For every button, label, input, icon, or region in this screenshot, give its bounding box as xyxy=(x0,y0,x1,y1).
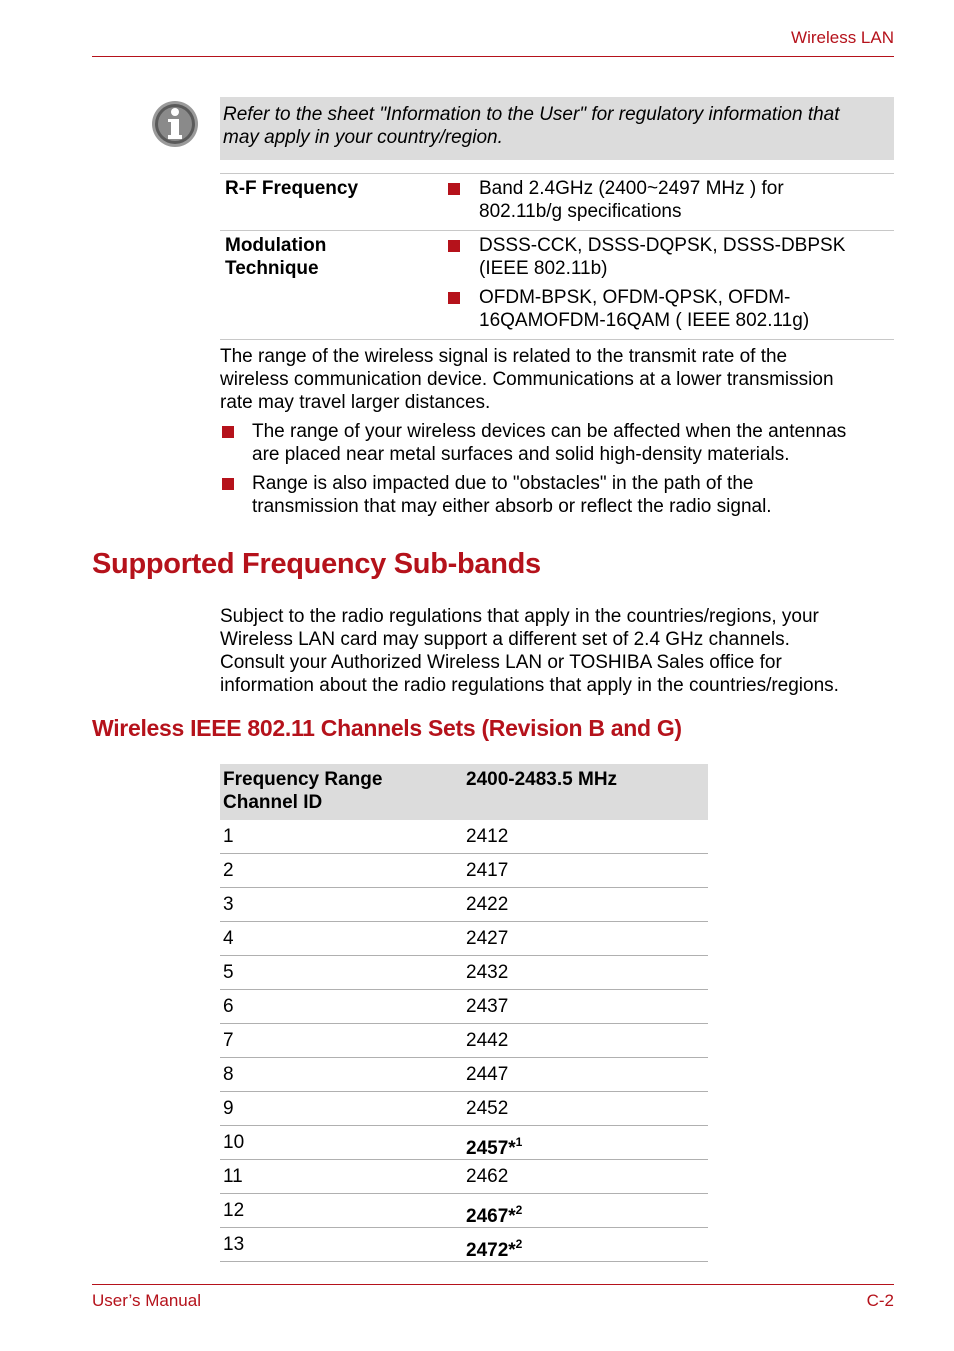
channel-id-cell: 2 xyxy=(223,860,234,881)
table-row xyxy=(220,922,708,956)
channel-id-cell: 7 xyxy=(223,1030,234,1051)
table-row xyxy=(220,1194,708,1228)
channel-id-cell: 12 xyxy=(223,1200,245,1221)
footer-manual-title: User’s Manual xyxy=(92,1291,201,1310)
frequency-cell: 2412 xyxy=(466,826,509,847)
table-row xyxy=(220,956,708,990)
footnote-marker: 2 xyxy=(515,1203,523,1217)
channels-table xyxy=(220,764,708,1262)
info-icon xyxy=(150,98,200,150)
header-channel-id: Frequency Range Channel ID xyxy=(223,769,383,813)
table-row xyxy=(220,1058,708,1092)
table-row xyxy=(220,820,708,854)
frequency-cell: 2417 xyxy=(466,860,509,881)
header-rule xyxy=(92,56,894,57)
footer-rule xyxy=(92,1284,894,1285)
bullet-icon xyxy=(448,292,460,304)
table-row xyxy=(220,1024,708,1058)
modulation-value-2: OFDM-BPSK, OFDM-QPSK, OFDM- 16QAMOFDM-16QAM ( IEEE 802.11g) xyxy=(479,287,810,331)
section-paragraph: Subject to the radio regulations that apply in the countries/regions, your Wireless LAN card may support a different set of 2.4 GHz channels. Consult your Authorized Wireless LAN or TOSHIBA Sales office for information about the radio regulations that apply in the countries/regions. xyxy=(220,606,839,696)
subsection-heading: Wireless IEEE 802.11 Channels Sets (Revision B and G) xyxy=(92,715,682,741)
channel-id-cell: 6 xyxy=(223,996,234,1017)
range-bullet-2: Range is also impacted due to "obstacles" in the path of the transmission that may either absorb or reflect the radio signal. xyxy=(252,473,772,517)
rf-frequency-value: Band 2.4GHz (2400~2497 MHz ) for 802.11b/g specifications xyxy=(479,178,784,222)
running-header: Wireless LAN xyxy=(791,28,894,47)
table-row xyxy=(220,888,708,922)
frequency-cell: 2447 xyxy=(466,1064,509,1085)
footer-page-number: C-2 xyxy=(866,1291,894,1310)
frequency-cell: 2432 xyxy=(466,962,509,983)
frequency-cell: 2472*$^2$ xyxy=(466,1237,523,1261)
spec-rule-top xyxy=(220,173,894,174)
modulation-label: Modulation Technique xyxy=(225,235,327,279)
frequency-cell: 2437 xyxy=(466,996,509,1017)
frequency-cell: 2422 xyxy=(466,894,509,915)
table-row xyxy=(220,1160,708,1194)
channel-id-cell: 10 xyxy=(223,1132,245,1153)
frequency-cell: 2467*$^2$ xyxy=(466,1203,523,1227)
bullet-icon xyxy=(448,240,460,252)
bullet-icon xyxy=(222,426,234,438)
frequency-cell: 2457*$^1$ xyxy=(466,1135,523,1159)
channels-table-header xyxy=(220,764,708,820)
channel-id-cell: 3 xyxy=(223,894,234,915)
channel-id-cell: 11 xyxy=(223,1166,243,1187)
bullet-icon xyxy=(448,183,460,195)
channel-id-cell: 4 xyxy=(223,928,234,949)
spec-rule-mid xyxy=(220,230,894,231)
modulation-value-1: DSSS-CCK, DSSS-DQPSK, DSSS-DBPSK (IEEE 802.11b) xyxy=(479,235,846,279)
channel-id-cell: 13 xyxy=(223,1234,245,1255)
rf-frequency-label: R-F Frequency xyxy=(225,178,359,199)
section-heading: Supported Frequency Sub-bands xyxy=(92,548,541,580)
footnote-marker: 1 xyxy=(515,1135,523,1149)
range-bullet-1: The range of your wireless devices can be affected when the antennas are placed near metal surfaces and solid high-density materials. xyxy=(252,421,847,465)
note-text: Refer to the sheet "Information to the User" for regulatory information that may apply in your country/region. xyxy=(223,104,840,148)
table-row xyxy=(220,1228,708,1262)
frequency-cell: 2427 xyxy=(466,928,509,949)
table-row xyxy=(220,1126,708,1160)
frequency-cell: 2462 xyxy=(466,1166,509,1187)
channel-id-cell: 1 xyxy=(223,826,234,847)
frequency-cell: 2442 xyxy=(466,1030,509,1051)
channel-id-cell: 5 xyxy=(223,962,234,983)
bullet-icon xyxy=(222,478,234,490)
header-frequency: 2400-2483.5 MHz xyxy=(466,769,618,790)
footnote-marker: 2 xyxy=(515,1237,523,1251)
table-row xyxy=(220,1092,708,1126)
frequency-cell: 2452 xyxy=(466,1098,509,1119)
channel-id-cell: 9 xyxy=(223,1098,234,1119)
channel-id-cell: 8 xyxy=(223,1064,234,1085)
spec-rule-bottom xyxy=(220,339,894,340)
table-row xyxy=(220,854,708,888)
range-paragraph: The range of the wireless signal is related to the transmit rate of the wireless communication device. Communications at a lower transmission rate may travel larger distances. xyxy=(220,346,834,413)
table-row xyxy=(220,990,708,1024)
